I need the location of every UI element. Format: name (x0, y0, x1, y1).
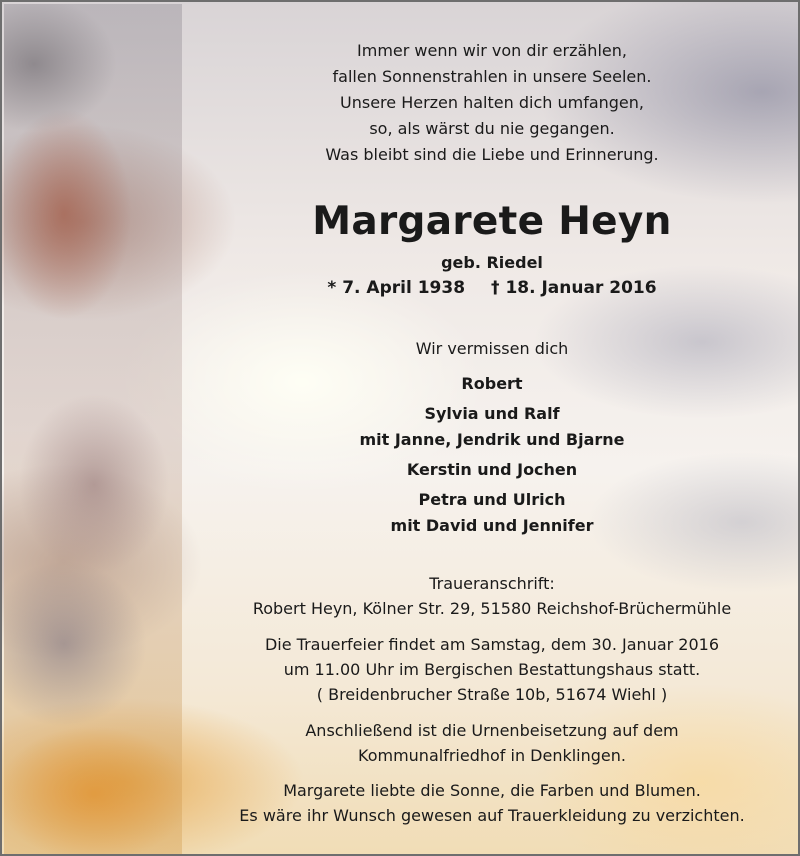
poem-line: Was bleibt sind die Liebe und Erinnerung. (325, 145, 659, 164)
birth-date: * 7. April 1938 (327, 278, 466, 298)
closing-block (182, 778, 800, 828)
ceremony-block (182, 632, 800, 707)
poem-line: Unsere Herzen halten dich umfangen, (340, 93, 644, 112)
poem (182, 38, 800, 168)
family-group (182, 371, 800, 397)
family-line: Robert (461, 374, 523, 393)
death-date: † 18. Januar 2016 (491, 278, 657, 298)
family-group (182, 401, 800, 453)
family-group (182, 457, 800, 483)
closing-line: Es wäre ihr Wunsch gewesen auf Trauerkleidung zu verzichten. (239, 806, 745, 825)
born-name: geb. Riedel (441, 253, 543, 272)
family-line: Kerstin und Jochen (406, 460, 578, 479)
ceremony-line: um 11.00 Uhr im Bergischen Bestattungshaus statt. (283, 660, 701, 679)
burial-block (182, 718, 800, 768)
burial-line: Anschließend ist die Urnenbeisetzung auf dem (305, 721, 679, 740)
address-label: Traueranschrift: (429, 574, 555, 593)
sky-image-strip (4, 4, 182, 856)
notice-content (182, 2, 800, 856)
ceremony-line: ( Breidenbrucher Straße 10b, 51674 Wiehl ) (316, 685, 668, 704)
address-block (182, 571, 800, 621)
life-dates (182, 276, 800, 300)
family-list (182, 371, 800, 543)
miss-line: Wir vermissen dich (415, 339, 569, 358)
deceased-name: Margarete Heyn (312, 199, 672, 244)
ceremony-line: Die Trauerfeier findet am Samstag, dem 30. Januar 2016 (264, 635, 720, 654)
family-line: Sylvia und Ralf (424, 404, 560, 423)
poem-line: fallen Sonnenstrahlen in unsere Seelen. (332, 67, 652, 86)
poem-line: Immer wenn wir von dir erzählen, (357, 41, 627, 60)
family-group (182, 487, 800, 539)
family-line: mit Janne, Jendrik und Bjarne (359, 430, 625, 449)
family-line: mit David und Jennifer (390, 516, 594, 535)
family-line: Petra und Ulrich (418, 490, 566, 509)
closing-line: Margarete liebte die Sonne, die Farben und Blumen. (283, 781, 701, 800)
address-line: Robert Heyn, Kölner Str. 29, 51580 Reichshof-Brüchermühle (252, 599, 732, 618)
poem-line: so, als wärst du nie gegangen. (369, 119, 615, 138)
burial-line: Kommunalfriedhof in Denklingen. (358, 746, 626, 765)
